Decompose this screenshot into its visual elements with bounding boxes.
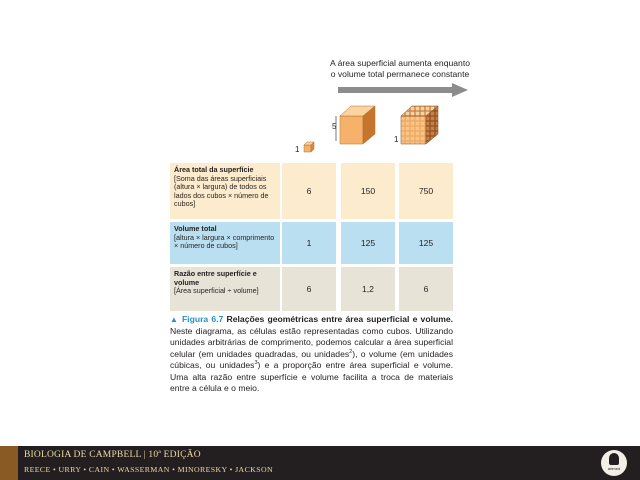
small-cube-label: 1: [295, 145, 300, 154]
superscript-3: 3: [254, 360, 258, 367]
table-row-volume: [170, 222, 452, 264]
row-label: [170, 222, 280, 264]
cubes-illustration: [295, 96, 465, 158]
row-label: [170, 163, 280, 219]
superscript-2: 2: [349, 348, 353, 355]
table-cell: 6: [282, 267, 336, 311]
footer-accent: [0, 446, 18, 480]
caption-text-1: Neste diagrama, as células estão representadas como cubos. Utilizando unidades arbitrárias de comprimento, podemos calcular a área superficial celular (em unidades quadradas, ou unidades: [170, 325, 453, 359]
row-detail: [Área superficial ÷ volume]: [174, 286, 259, 296]
footer-bar: [0, 446, 640, 480]
table-cell: 1: [282, 222, 336, 264]
row-title: Razão entre superfície e volume: [174, 269, 257, 287]
caption-text-3: ) e a proporção entre área superficial e volume. Uma alta razão entre superfície e volume facilita a troca de materiais entre a célula e o meio.: [170, 360, 453, 394]
table-row-surface: [170, 163, 452, 219]
publisher-logo: [601, 450, 627, 476]
authors-line: REECE • URRY • CAIN • WASSERMAN • MINORESKY • JACKSON: [24, 465, 273, 474]
table-cell: 6: [399, 267, 453, 311]
large-cube-label: 1: [394, 135, 399, 144]
small-cube: [295, 142, 314, 154]
table-cell: 125: [341, 222, 395, 264]
row-detail: [Soma das áreas superficiais (altura × largura) de todos os lados dos cubos × número de cubos]: [174, 173, 269, 209]
medium-cube: [332, 106, 375, 144]
table-cell: 750: [399, 163, 453, 219]
book-title: BIOLOGIA DE CAMPBELL | 10ª EDIÇÃO: [24, 450, 201, 460]
publisher-logo-icon: [609, 453, 619, 465]
figure-heading: Relações geométricas entre área superficial e volume.: [226, 314, 454, 324]
table-cell: 6: [282, 163, 336, 219]
row-title: Volume total: [174, 224, 217, 233]
arrow-caption-line1: A área superficial aumenta enquanto: [330, 58, 470, 68]
right-arrow-icon: [338, 83, 468, 97]
arrow-caption-line2: o volume total permanece constante: [330, 68, 470, 79]
subdivided-cube: [394, 106, 438, 144]
table-cell: 1,2: [341, 267, 395, 311]
table-cell: 125: [399, 222, 453, 264]
medium-cube-label: 5: [332, 122, 337, 131]
row-label: [170, 267, 280, 311]
row-detail: [altura × largura × comprimento × número de cubos]: [174, 232, 275, 251]
publisher-logo-text: artmed: [607, 466, 621, 471]
table-row-ratio: [170, 267, 452, 311]
triangle-icon: ▲: [170, 315, 179, 324]
caption-text-2: ), o volume (em unidades cúbicas, ou unidades: [170, 348, 453, 371]
figure-caption: [170, 314, 453, 395]
row-title: Área total da superfície: [174, 165, 254, 174]
figure-number: Figura 6.7: [181, 314, 224, 324]
arrow-caption: [320, 58, 480, 79]
table-cell: 150: [341, 163, 395, 219]
